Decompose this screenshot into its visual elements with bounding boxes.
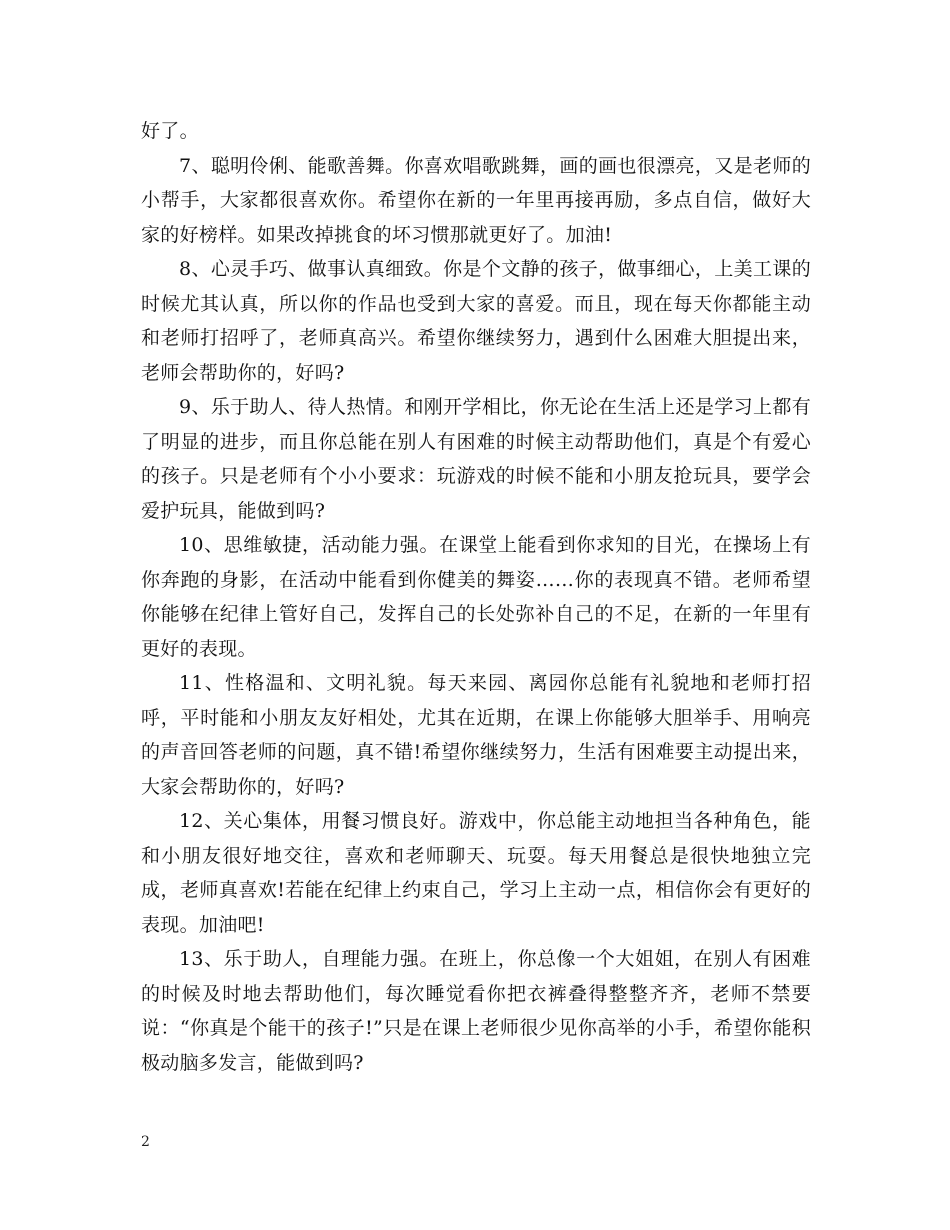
paragraph-comment-7: 7、聪明伶俐、能歌善舞。你喜欢唱歌跳舞，画的画也很漂亮，又是老师的小帮手，大家都很喜欢你。希望你在新的一年里再接再励，多点自信，做好大家的好榜样。如果改掉挑食的坏习惯那就更好了。加油! xyxy=(141,154,811,246)
paragraph-comment-8: 8、心灵手巧、做事认真细致。你是个文静的孩子，做事细心，上美工课的时候尤其认真，所以你的作品也受到大家的喜爱。而且，现在每天你都能主动和老师打招呼了，老师真高兴。希望你继续努力，遇到什么困难大胆提出来，老师会帮助你的，好吗? xyxy=(141,258,811,384)
paragraph-comment-12: 12、关心集体，用餐习惯良好。游戏中，你总能主动地担当各种角色，能和小朋友很好地交往，喜欢和老师聊天、玩耍。每天用餐总是很快地独立完成，老师真喜欢!若能在纪律上约束自己，学习上主动一点，相信你会有更好的表现。加油吧! xyxy=(141,810,811,936)
paragraph-continuation: 好了。 xyxy=(141,120,199,142)
paragraph-comment-9: 9、乐于助人、待人热情。和刚开学相比，你无论在生活上还是学习上都有了明显的进步，而且你总能在别人有困难的时候主动帮助他们，真是个有爱心的孩子。只是老师有个小小要求：玩游戏的时候不能和小朋友抢玩具，要学会爱护玩具，能做到吗? xyxy=(141,396,811,522)
paragraph-comment-10: 10、思维敏捷，活动能力强。在课堂上能看到你求知的目光，在操场上有你奔跑的身影，在活动中能看到你健美的舞姿……你的表现真不错。老师希望你能够在纪律上管好自己，发挥自己的长处弥补自己的不足，在新的一年里有更好的表现。 xyxy=(141,534,811,660)
document-body xyxy=(141,114,811,1080)
paragraph-comment-13: 13、乐于助人，自理能力强。在班上，你总像一个大姐姐，在别人有困难的时候及时地去帮助他们，每次睡觉看你把衣裤叠得整整齐齐，老师不禁要说：“你真是个能干的孩子!”只是在课上老师很少见你高举的小手，希望你能积极动脑多发言，能做到吗? xyxy=(141,948,811,1074)
page-number: 2 xyxy=(141,1134,150,1150)
paragraph-comment-11: 11、性格温和、文明礼貌。每天来园、离园你总能有礼貌地和老师打招呼，平时能和小朋友友好相处，尤其在近期，在课上你能够大胆举手、用响亮的声音回答老师的问题，真不错!希望你继续努力，生活有困难要主动提出来，大家会帮助你的，好吗? xyxy=(141,672,811,798)
